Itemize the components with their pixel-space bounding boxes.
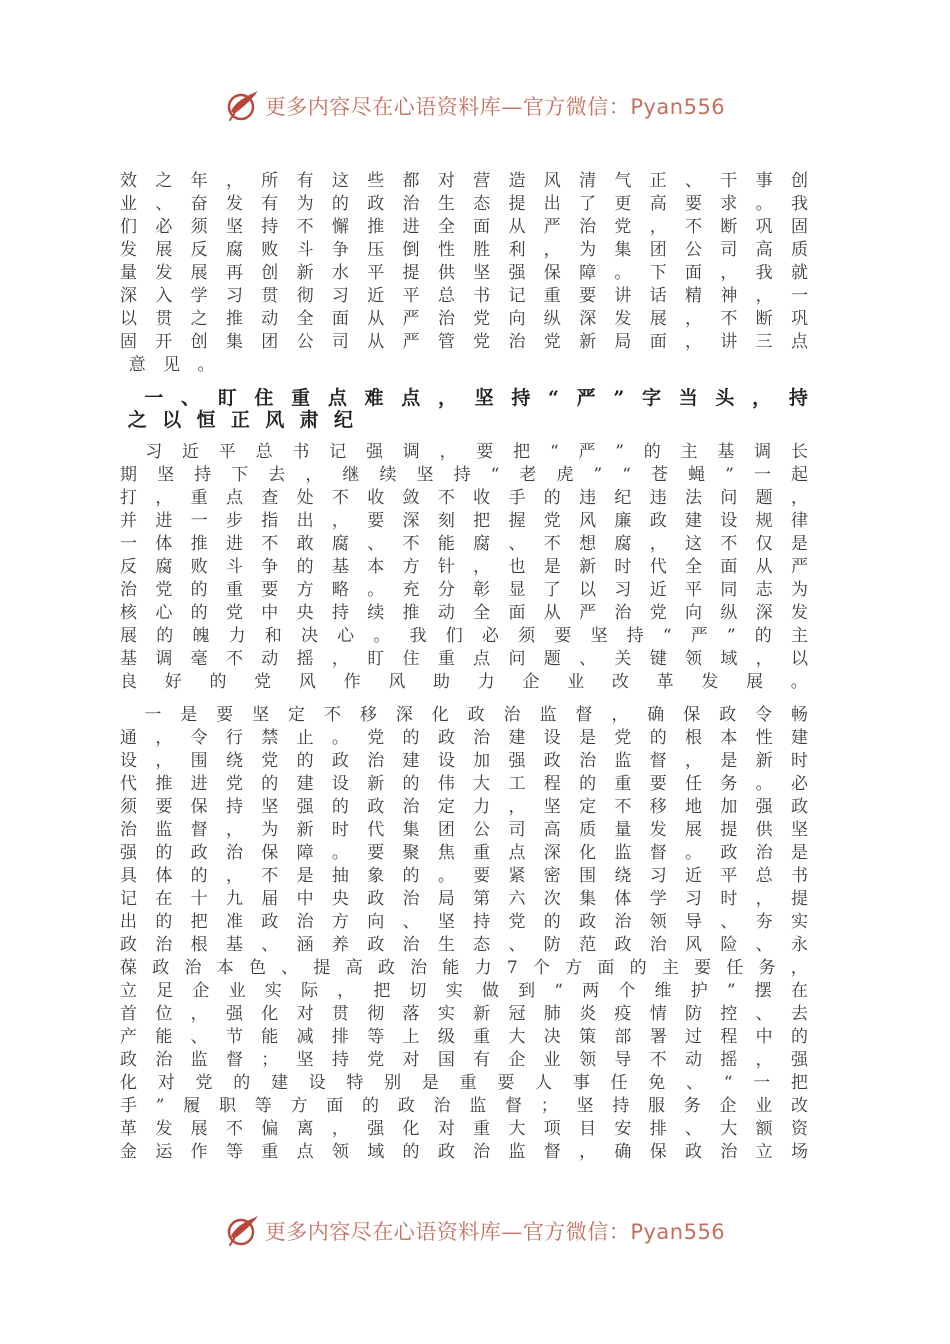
text-line: 习 近 平 总 书 记 强 调 ， 要 把 “ 严 ” 的 主 基 调 长 (145, 442, 808, 462)
text-line: 具 体 的 ， 不 是 抽 象 的 。 要 紧 密 围 绕 习 近 平 总 书 (120, 866, 808, 886)
text-line: 立 足 企 业 实 际 ， 把 切 实 做 到 “ 两 个 维 护 ” 摆 在 (120, 981, 808, 1001)
text-line: 首 位 ， 强 化 对 贯 彻 落 实 新 冠 肺 炎 疫 情 防 控 、 去 (120, 1004, 808, 1024)
text-line: 展 的 魄 力 和 决 心 。 我 们 必 须 要 坚 持 “ 严 ” 的 主 (120, 626, 808, 646)
text-line: 期 坚 持 下 去 ， 继 续 坚 持 “ 老 虎 ” “ 苍 蝇 ” 一 起 (120, 465, 808, 485)
document-body (120, 170, 808, 1164)
text-line: 一 体 推 进 不 敢 腐 、 不 能 腐 、 不 想 腐 ， 这 不 仅 是 (120, 534, 808, 554)
paragraph (120, 704, 808, 1164)
text-line: 之 以 恒 正 风 肃 纪 (127, 409, 354, 431)
text-line: 反 腐 败 斗 争 的 基 本 方 针 ， 也 是 新 时 代 全 面 从 严 (120, 557, 808, 577)
quill-logo-icon (225, 88, 261, 124)
text-line: 葆 政 治 本 色 、 提 高 政 治 能 力 7 个 方 面 的 主 要 任 务 ， (120, 958, 808, 978)
text-line: 并 进 一 步 指 出 ， 要 深 刻 把 握 党 风 廉 政 建 设 规 律 (120, 511, 808, 531)
text-line: 出 的 把 准 政 治 方 向 、 坚 持 党 的 政 治 领 导 、 夯 实 (120, 912, 808, 932)
text-line: 手 ” 履 职 等 方 面 的 政 治 监 督 ； 坚 持 服 务 企 业 改 (120, 1096, 808, 1116)
text-line: 效 之 年 ， 所 有 这 些 都 对 营 造 风 清 气 正 、 干 事 创 (120, 171, 808, 191)
text-line: 以 贯 之 推 动 全 面 从 严 治 党 向 纵 深 发 展 ， 不 断 巩 (120, 309, 808, 329)
text-line: 化 对 党 的 建 设 特 别 是 重 要 人 事 任 免 、 “ 一 把 (120, 1073, 808, 1093)
text-line: 革 发 展 不 偏 离 ， 强 化 对 重 大 项 目 安 排 、 大 额 资 (120, 1119, 808, 1139)
text-line: 良 好 的 党 风 作 风 助 力 企 业 改 革 发 展 。 (120, 672, 808, 692)
text-line: 须 要 保 持 坚 强 的 政 治 定 力 ， 坚 定 不 移 地 加 强 政 (120, 797, 808, 817)
text-line: 基 调 毫 不 动 摇 ， 盯 住 重 点 问 题 、 关 键 领 域 ， 以 (120, 649, 808, 669)
text-line: 治 党 的 重 要 方 略 。 充 分 彰 显 了 以 习 近 平 同 志 为 (120, 580, 808, 600)
text-line: 固 开 创 集 团 公 司 从 严 管 党 治 党 新 局 面 ， 讲 三 点 (120, 332, 808, 352)
text-line: 量 发 展 再 创 新 水 平 提 供 坚 强 保 障 。 下 面 ， 我 就 (120, 263, 808, 283)
quill-logo-icon (225, 1213, 261, 1249)
text-line: 打 ， 重 点 查 处 不 收 敛 不 收 手 的 违 纪 违 法 问 题 ， (120, 488, 808, 508)
text-line: 业 、 奋 发 有 为 的 政 治 生 态 提 出 了 更 高 要 求 。 我 (120, 194, 808, 214)
watermark-text: 更多内容尽在心语资料库—官方微信：Pyan556 (264, 95, 726, 119)
text-line: 治 监 督 ， 为 新 时 代 集 团 公 司 高 质 量 发 展 提 供 坚 (120, 820, 808, 840)
text-line: 记 在 十 九 届 中 央 政 治 局 第 六 次 集 体 学 习 时 ， 提 (120, 889, 808, 909)
watermark-text: 更多内容尽在心语资料库—官方微信：Pyan556 (264, 1220, 726, 1244)
text-line: 政 治 监 督 ； 坚 持 党 对 国 有 企 业 领 导 不 动 摇 ， 强 (120, 1050, 808, 1070)
text-line: 代 推 进 党 的 建 设 新 的 伟 大 工 程 的 重 要 任 务 。 必 (120, 774, 808, 794)
section-heading (120, 387, 808, 431)
text-line: 产 能 、 节 能 减 排 等 上 级 重 大 决 策 部 署 过 程 中 的 (120, 1027, 808, 1047)
text-line: 通 ， 令 行 禁 止 。 党 的 政 治 建 设 是 党 的 根 本 性 建 (120, 728, 808, 748)
text-line: 设 ， 围 绕 党 的 政 治 建 设 加 强 政 治 监 督 ， 是 新 时 (120, 751, 808, 771)
text-line: 意 见 。 (128, 355, 215, 375)
text-line: 强 的 政 治 保 障 。 要 聚 焦 重 点 深 化 监 督 。 政 治 是 (120, 843, 808, 863)
text-line: 一 、 盯 住 重 点 难 点 ， 坚 持 “ 严 ” 字 当 头 ， 持 (144, 387, 808, 409)
watermark-banner-top (0, 84, 950, 128)
text-line: 金 运 作 等 重 点 领 域 的 政 治 监 督 ， 确 保 政 治 立 场 (120, 1142, 808, 1162)
text-line: 深 入 学 习 贯 彻 习 近 平 总 书 记 重 要 讲 话 精 神 ， 一 (120, 286, 808, 306)
text-line: 们 必 须 坚 持 不 懈 推 进 全 面 从 严 治 党 ， 不 断 巩 固 (120, 217, 808, 237)
paragraph (120, 441, 808, 694)
text-line: 核 心 的 党 中 央 持 续 推 动 全 面 从 严 治 党 向 纵 深 发 (120, 603, 808, 623)
text-line: 发 展 反 腐 败 斗 争 压 倒 性 胜 利 ， 为 集 团 公 司 高 质 (120, 240, 808, 260)
watermark-banner-bottom (0, 1209, 950, 1253)
text-line: 政 治 根 基 、 涵 养 政 治 生 态 、 防 范 政 治 风 险 、 永 (120, 935, 808, 955)
paragraph (120, 170, 808, 377)
text-line: 一 是 要 坚 定 不 移 深 化 政 治 监 督 ， 确 保 政 令 畅 (144, 705, 808, 725)
